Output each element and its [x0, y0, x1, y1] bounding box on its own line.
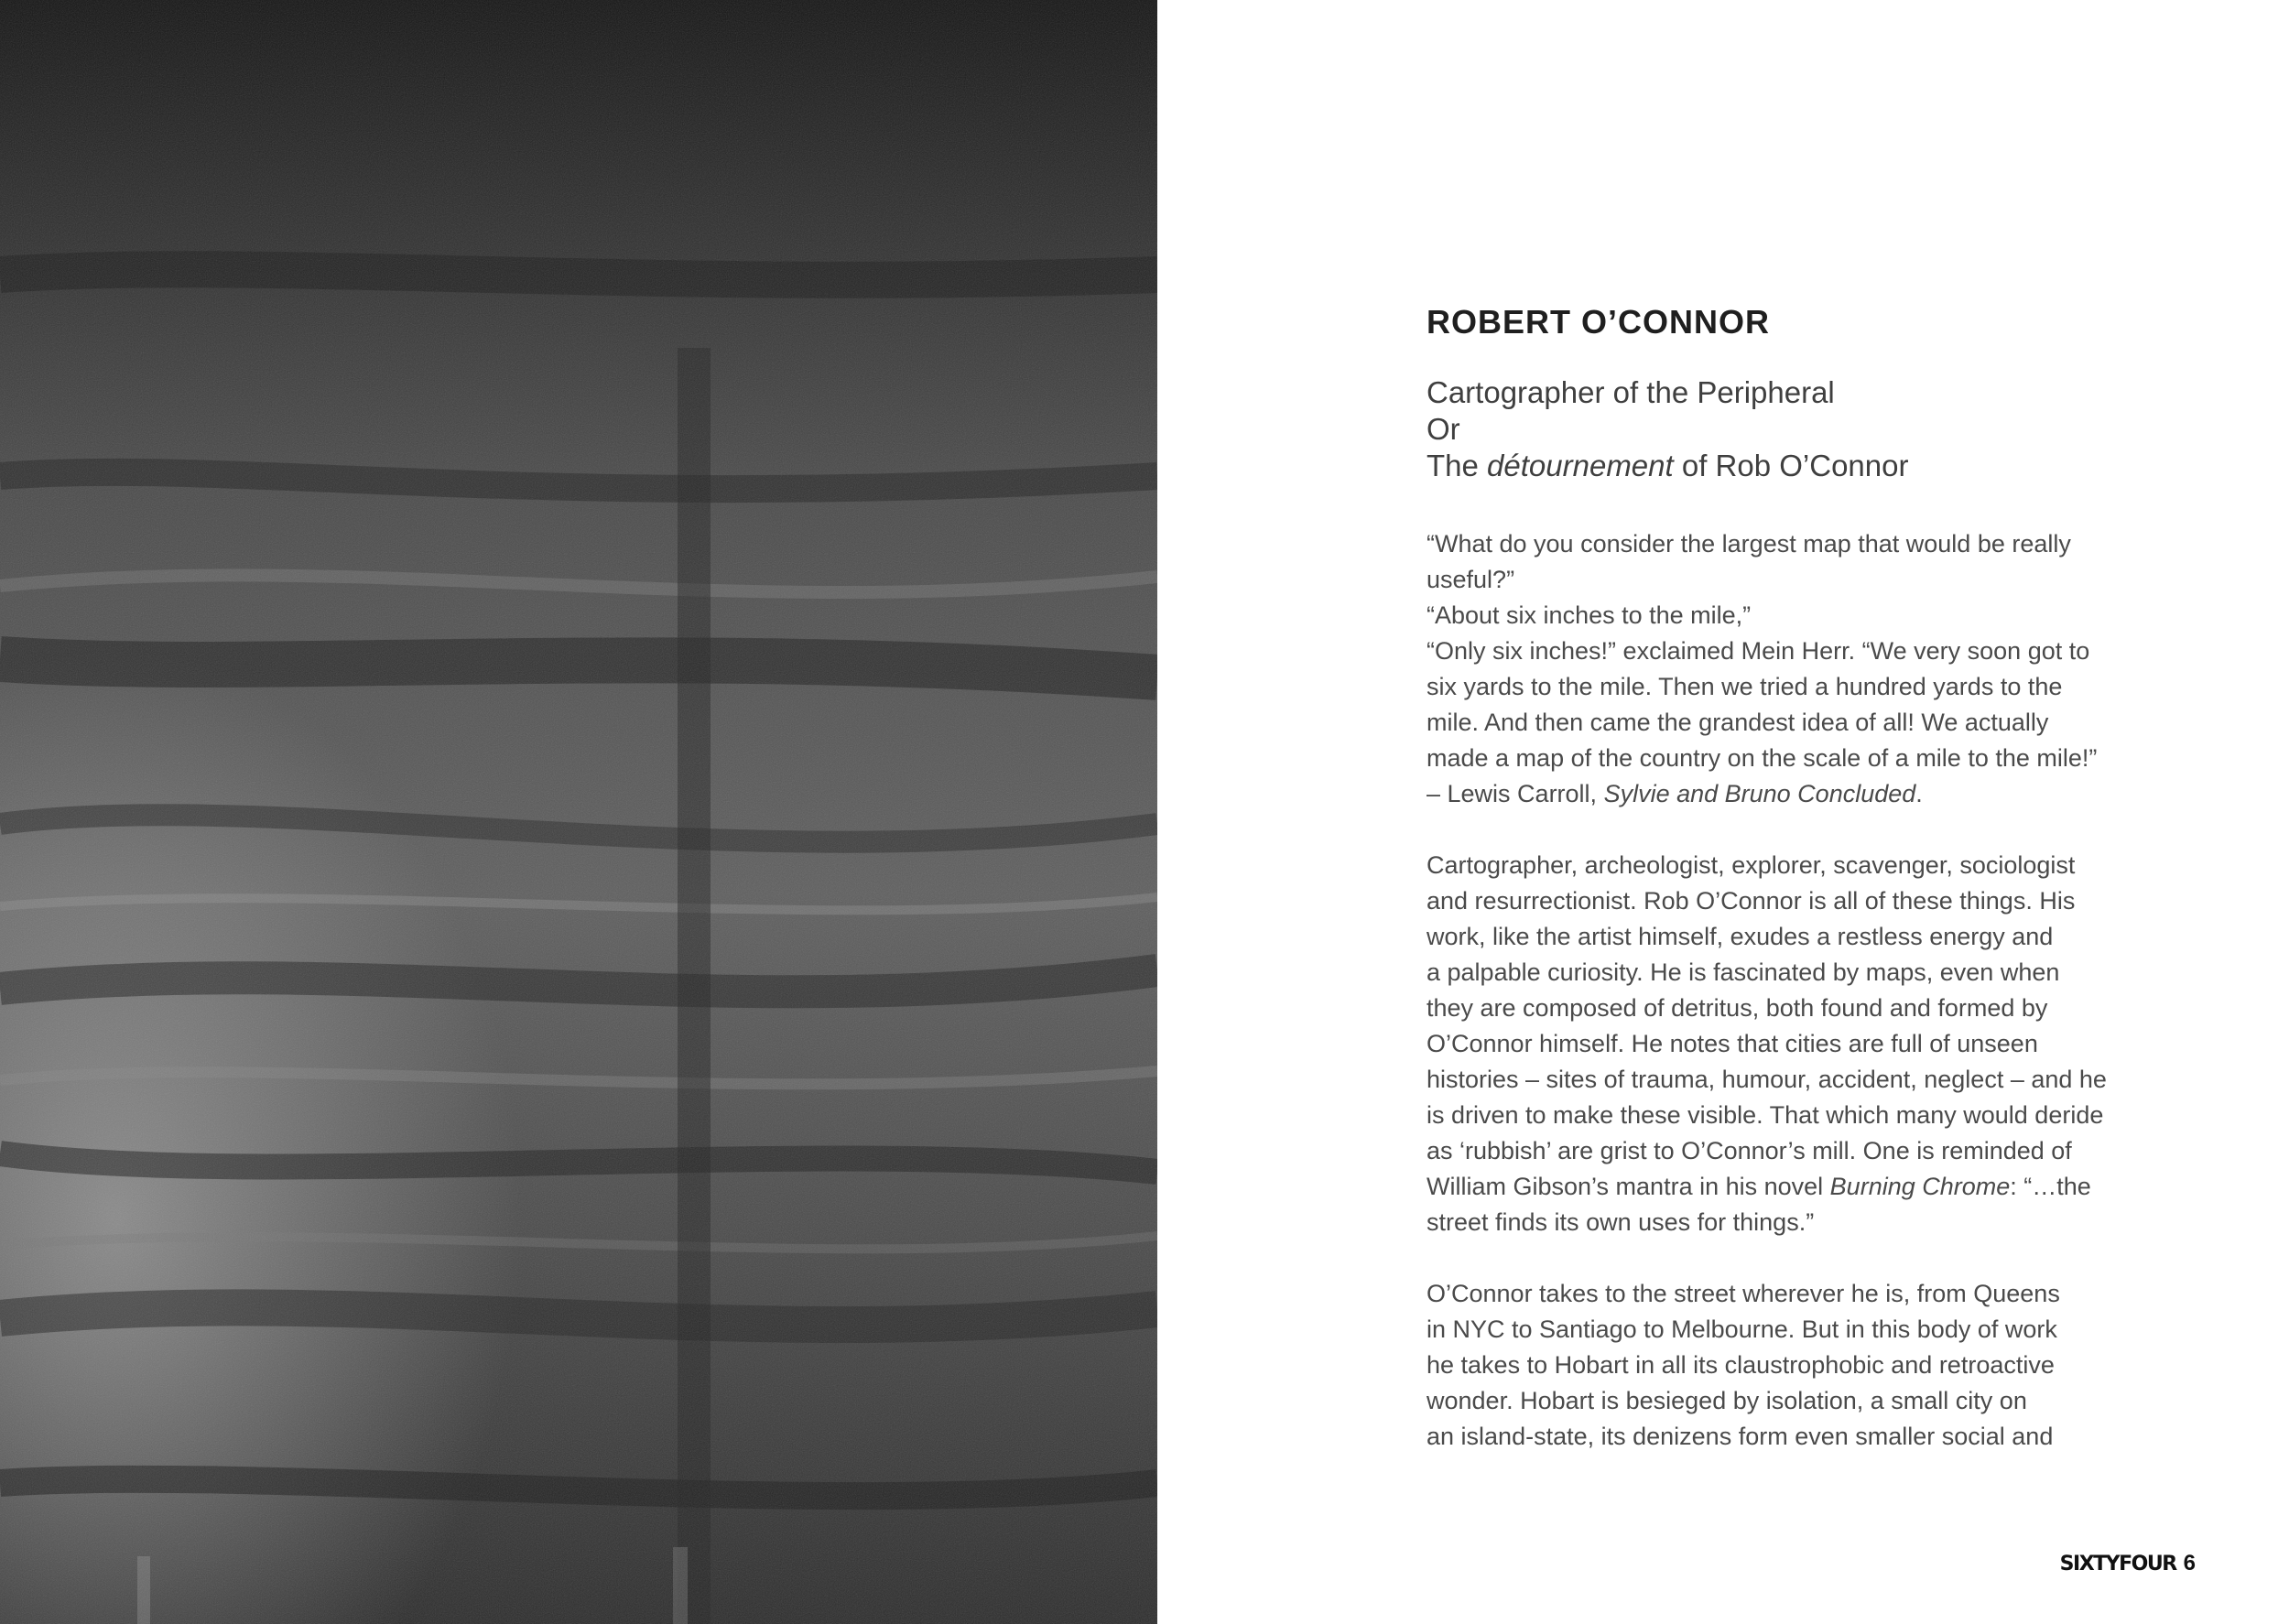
page-number: 6 — [2183, 1551, 2196, 1575]
quote-line: “What do you consider the largest map that would be really — [1427, 530, 2071, 558]
page-footer — [2060, 1551, 2196, 1576]
paragraph-line: is driven to make these visible. That which many would deride — [1427, 1101, 2104, 1130]
attribution-book-title: Sylvie and Bruno Concluded — [1603, 780, 1916, 808]
article-column — [1427, 302, 2205, 1490]
paragraph-line: O’Connor himself. He notes that cities are full of unseen — [1427, 1030, 2038, 1058]
paragraph-line: work, like the artist himself, exudes a restless energy and — [1427, 923, 2054, 951]
quote-line: “Only six inches!” exclaimed Mein Herr. “We very soon got to — [1427, 637, 2090, 666]
quote-line: mile. And then came the grandest idea of all! We actually — [1427, 709, 2049, 737]
subtitle-line-3-prefix: The — [1427, 449, 1488, 483]
attribution-suffix: . — [1915, 780, 1923, 808]
paragraph-line-gibson — [1427, 1169, 2205, 1205]
quote-line: made a map of the country on the scale of a mile to the mile!” — [1427, 744, 2098, 773]
paragraph-2 — [1427, 1276, 2205, 1455]
epigraph-quote — [1427, 526, 2205, 812]
gibson-prefix: William Gibson’s mantra in his novel — [1427, 1173, 1830, 1201]
artist-name-heading: ROBERT O’CONNOR — [1427, 303, 1770, 341]
article-subtitle — [1427, 374, 2205, 484]
gibson-book-title: Burning Chrome — [1829, 1173, 2011, 1201]
paragraph-line: a palpable curiosity. He is fascinated by maps, even when — [1427, 958, 2060, 987]
paragraph-line: and resurrectionist. Rob O’Connor is all of these things. His — [1427, 887, 2076, 915]
paragraph-line: street finds its own uses for things.” — [1427, 1208, 1815, 1237]
paragraph-line: O’Connor takes to the street wherever he is, from Queens — [1427, 1280, 2060, 1308]
paragraph-line: he takes to Hobart in all its claustrophobic and retroactive — [1427, 1351, 2055, 1380]
attribution-prefix: – Lewis Carroll, — [1427, 780, 1604, 808]
subtitle-line-2: Or — [1427, 412, 1460, 447]
paragraph-1 — [1427, 848, 2205, 1240]
quote-attribution — [1427, 776, 2205, 812]
paragraph-line: they are composed of detritus, both found and formed by — [1427, 994, 2048, 1023]
gibson-suffix: : “…the — [2010, 1173, 2091, 1201]
paragraph-line: histories – sites of trauma, humour, accident, neglect – and he — [1427, 1066, 2107, 1094]
subtitle-line-1: Cartographer of the Peripheral — [1427, 375, 1835, 410]
paragraph-line: as ‘rubbish’ are grist to O’Connor’s mill. One is reminded of — [1427, 1137, 2072, 1165]
subtitle-line-3 — [1427, 448, 2205, 484]
paragraph-line: an island-state, its denizens form even smaller social and — [1427, 1423, 2054, 1451]
paragraph-line: in NYC to Santiago to Melbourne. But in this body of work — [1427, 1315, 2057, 1344]
subtitle-line-3-suffix: of Rob O’Connor — [1673, 449, 1909, 483]
quote-line: six yards to the mile. Then we tried a hundred yards to the — [1427, 673, 2063, 701]
quote-line: “About six inches to the mile,” — [1427, 601, 1752, 630]
subtitle-line-3-italic: détournement — [1487, 449, 1674, 483]
paragraph-line: Cartographer, archeologist, explorer, scavenger, sociologist — [1427, 851, 2076, 880]
paragraph-line: wonder. Hobart is besieged by isolation, a small city on — [1427, 1387, 2027, 1415]
publication-logo: SIXTYFOUR — [2059, 1552, 2176, 1575]
quote-line: useful?” — [1427, 566, 1515, 594]
